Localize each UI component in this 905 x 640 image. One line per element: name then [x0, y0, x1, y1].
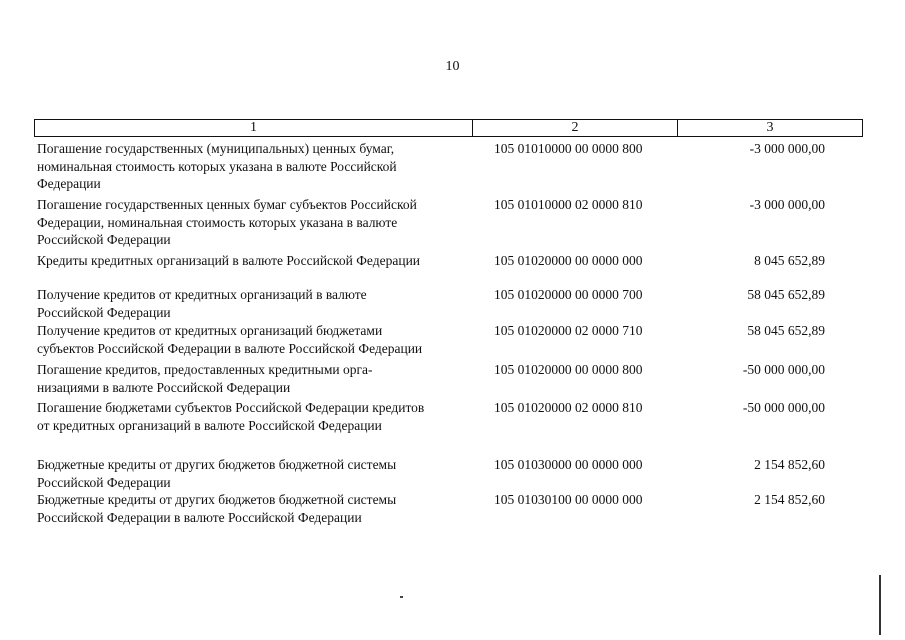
row-description: Получение кредитов от кредитных организаций в валюте Российской Федерации — [37, 287, 367, 320]
row-amount: 8 045 652,89 — [754, 253, 825, 268]
table-header — [34, 119, 863, 137]
row-code: 105 01020000 02 0000 710 — [494, 323, 643, 338]
row-amount: -50 000 000,00 — [742, 400, 825, 415]
row-description: Погашение государственных (муниципальных) ценных бумаг, номинальная стоимость которых указана в валюте Российской Федерации — [37, 141, 397, 191]
row-amount: 2 154 852,60 — [754, 457, 825, 472]
row-code: 105 01020000 00 0000 700 — [494, 287, 643, 302]
row-amount: 2 154 852,60 — [754, 492, 825, 507]
row-description: Кредиты кредитных организаций в валюте Российской Федерации — [37, 253, 421, 268]
row-code: 105 01030100 00 0000 000 — [494, 492, 643, 507]
row-code: 105 01020000 00 0000 000 — [494, 253, 643, 268]
row-description: Погашение кредитов, предоставленных кредитными орга- низациями в валюте Российской Федерации — [37, 362, 373, 395]
row-amount: -50 000 000,00 — [742, 362, 825, 377]
column-header-1: 1 — [35, 120, 473, 136]
row-amount: 58 045 652,89 — [747, 287, 825, 302]
row-description: Бюджетные кредиты от других бюджетов бюджетной системы Российской Федерации — [37, 457, 397, 490]
row-description: Бюджетные кредиты от других бюджетов бюджетной системы Российской Федерации в валюте Российской Федерации — [37, 492, 397, 525]
row-code: 105 01020000 02 0000 810 — [494, 400, 643, 415]
row-description: Получение кредитов от кредитных организаций бюджетами субъектов Российской Федерации в валюте Российской Федерации — [37, 323, 423, 356]
row-amount: -3 000 000,00 — [749, 197, 825, 212]
page-number: 10 — [445, 59, 460, 74]
row-code: 105 01020000 00 0000 800 — [494, 362, 643, 377]
row-code: 105 01010000 02 0000 810 — [494, 197, 643, 212]
row-description: Погашение государственных ценных бумаг субъектов Российской Федерации, номинальная стоимость которых указана в валюте Российской Федерации — [37, 197, 417, 247]
row-amount: 58 045 652,89 — [747, 323, 825, 338]
column-header-2: 2 — [473, 120, 678, 136]
row-description: Погашение бюджетами субъектов Российской Федерации кредитов от кредитных организаций в валюте Российской Федерации — [37, 400, 425, 433]
row-amount: -3 000 000,00 — [749, 141, 825, 156]
scan-edge-line — [879, 575, 881, 635]
row-code: 105 01010000 00 0000 800 — [494, 141, 643, 156]
column-header-3: 3 — [766, 120, 774, 135]
scan-speck — [400, 596, 403, 598]
row-code: 105 01030000 00 0000 000 — [494, 457, 643, 472]
